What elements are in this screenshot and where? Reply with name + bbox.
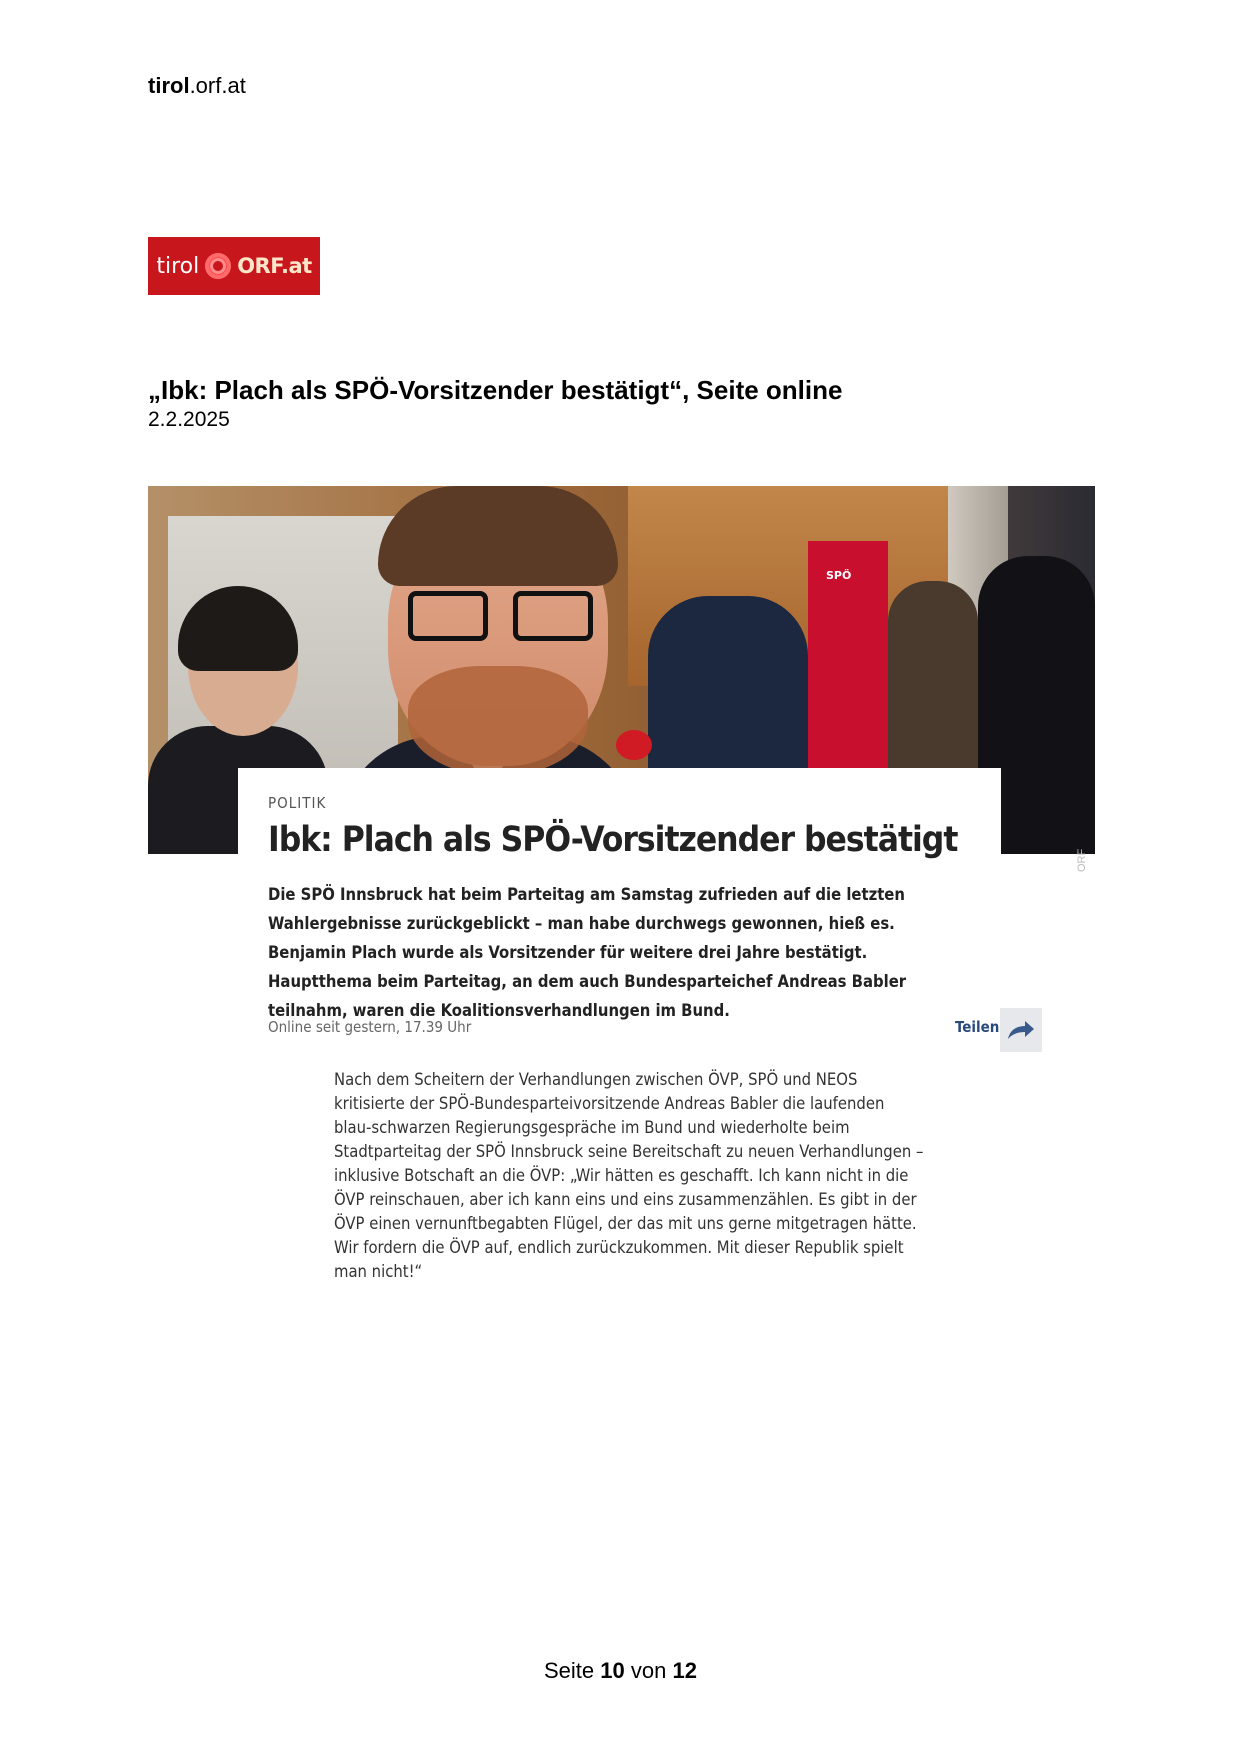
footer-prefix: Seite [544, 1658, 595, 1683]
document-title: „Ibk: Plach als SPÖ-Vorsitzender bestätigt“, Seite online [148, 375, 843, 405]
share-button[interactable] [1000, 1008, 1042, 1052]
footer-middle: von [630, 1658, 667, 1683]
red-rose [616, 730, 652, 760]
site-name-rest: .orf.at [189, 73, 246, 98]
person-glasses [408, 591, 598, 646]
orf-eye-icon [205, 253, 231, 279]
site-name [148, 73, 246, 99]
footer-current-page: 10 [600, 1658, 625, 1683]
photo-credit: ORF [1076, 848, 1088, 872]
logo-brand: ORF.at [237, 254, 312, 278]
site-name-bold: tirol [148, 73, 190, 98]
footer-total-pages: 12 [672, 1658, 697, 1683]
banner-text: SPÖ [826, 569, 852, 582]
article-lead: Die SPÖ Innsbruck hat beim Parteitag am Samstag zufrieden auf die letzten Wahlergebnisse zurückgeblickt – man habe durchwegs gewonnen, hieß es. Benjamin Plach wurde als Vorsitzender für weitere drei Jahre bestätigt. Hauptthema beim Parteitag, an dem auch Bundesparteichef Andreas Babler teilnahm, waren die Koalitionsverhandlungen im Bund. [268, 885, 907, 1020]
person-beard [408, 666, 588, 776]
photo-spo-banner [808, 541, 888, 771]
share-label[interactable]: Teilen [955, 1018, 1000, 1036]
article-card [238, 768, 1001, 1068]
page-footer [0, 1658, 1241, 1684]
article-body: Nach dem Scheitern der Verhandlungen zwischen ÖVP, SPÖ und NEOS kritisierte der SPÖ-Bundesparteivorsitzende Andreas Babler die laufenden blau-schwarzen Regierungsgespräche im Bund und wiederholte beim Stadtparteitag der SPÖ Innsbruck seine Bereitschaft zu neuen Verhandlungen – inklusive Botschaft an die ÖVP: „Wir hätten es geschafft. Ich kann nicht in die ÖVP reinschauen, aber ich kann eins und eins zusammenzählen. Es gibt in der ÖVP einen vernunftbegabten Flügel, der das mit uns gerne mitgetragen hätte. Wir fordern die ÖVP auf, endlich zurückzukommen. Mit dieser Republik spielt man nicht!“ [334, 1070, 924, 1281]
logo-word: tirol [156, 253, 200, 279]
article-headline: Ibk: Plach als SPÖ-Vorsitzender bestätigt [268, 820, 958, 860]
tirol-orf-logo [148, 237, 320, 295]
person-hair [178, 586, 298, 671]
document-date: 2.2.2025 [148, 408, 230, 431]
share-arrow-icon [1006, 1019, 1036, 1041]
article-timestamp: Online seit gestern, 17.39 Uhr [268, 1018, 472, 1036]
person-hair [378, 486, 618, 586]
article-category[interactable]: POLITIK [268, 794, 327, 812]
